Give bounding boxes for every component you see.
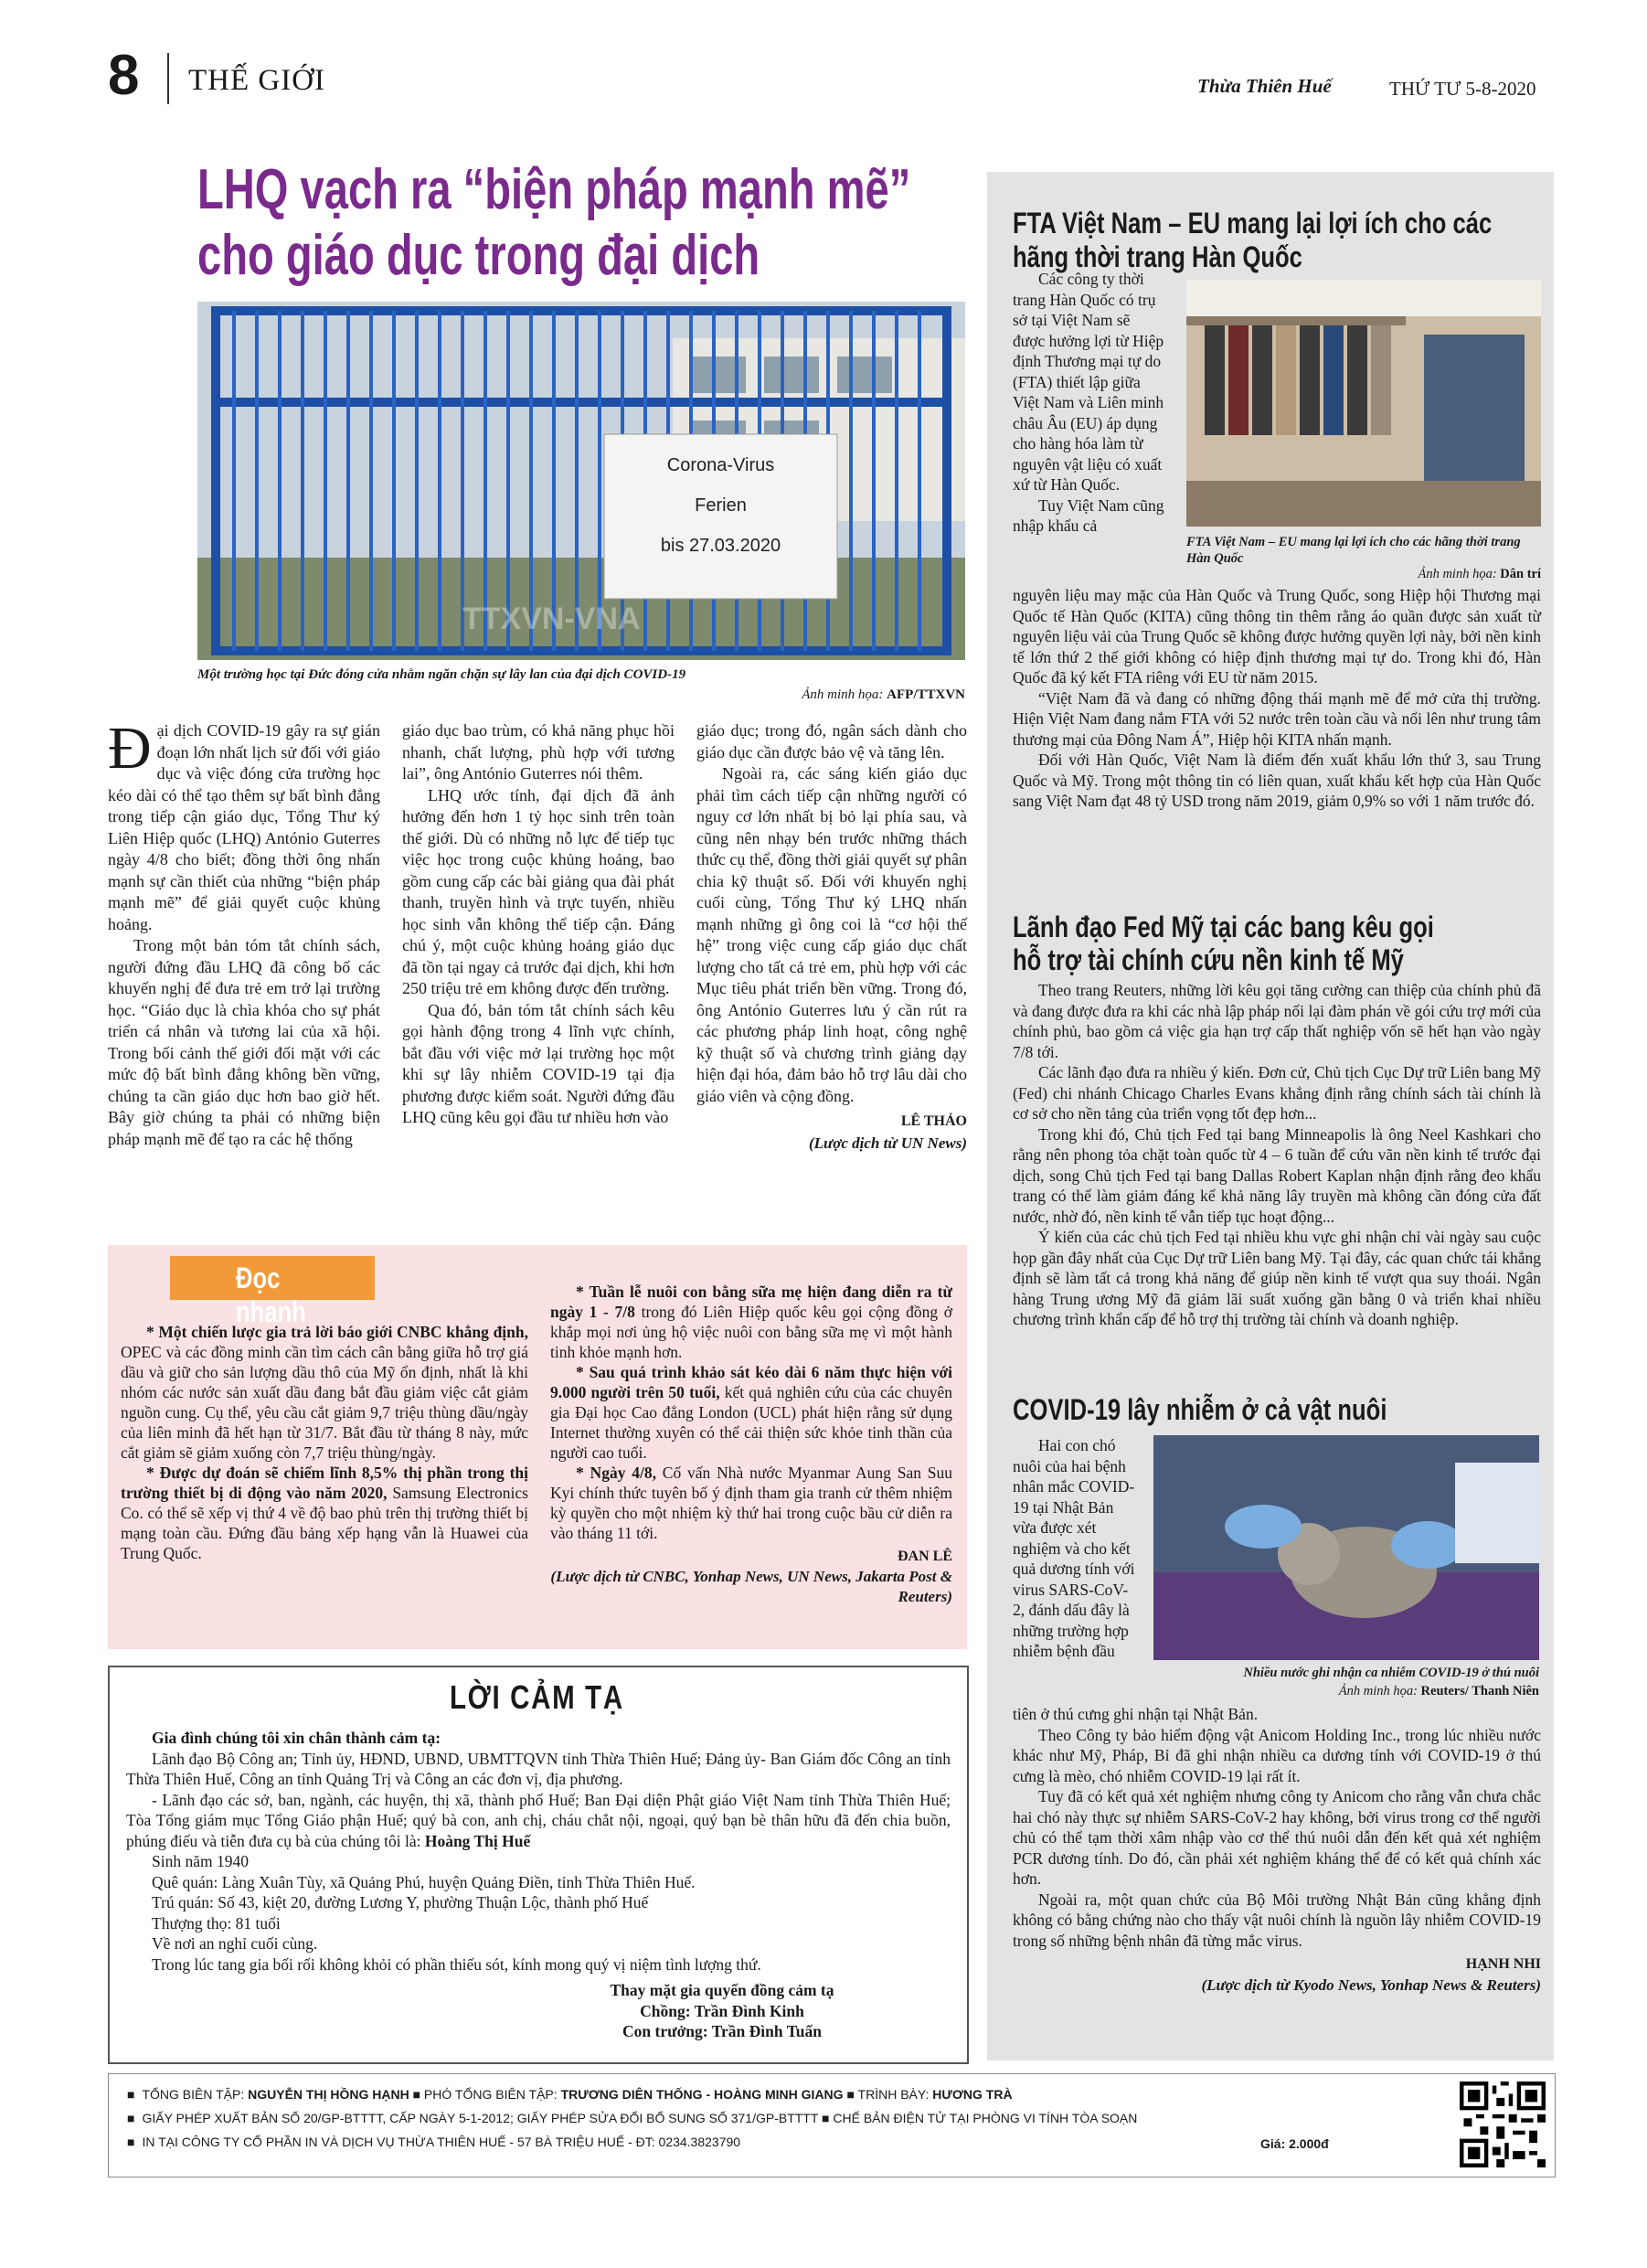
- title-line: Lãnh đạo Fed Mỹ tại các bang kêu gọi: [1013, 910, 1434, 943]
- main-photo-caption: Một trường học tại Đức đóng cửa nhằm ngăn chặn sự lây lan của đại dịch COVID-19: [197, 667, 686, 682]
- article-paragraph: Trong một bản tóm tắt chính sách, người đứng đầu LHQ đã công bố các khuyến nghị để đưa trẻ em trở lại trường học. “Giáo dục là chìa khóa cho sự phát triển cá nhân và tương lai của xã hội. Trong bối cảnh thế giới đối mặt với các mức độ bất bình đẳng không bền vững, chúng ta cần giáo dục hơn bao giờ hết. Bây giờ chúng ta phải có những biện pháp mạnh mẽ để tạo ra các hệ thống: [108, 936, 380, 1148]
- article-paragraph: Qua đó, bản tóm tắt chính sách kêu gọi hành động trong 4 lĩnh vực chính, bắt đầu với việc mở lại trường học một khi sự lây nhiễm COVID-19 tại địa phương được kiểm soát. Người đứng đầu LHQ cũng kêu gọi đầu tư nhiều hơn vào: [402, 1000, 675, 1126]
- article-paragraph: Các lãnh đạo đưa ra nhiều ý kiến. Đơn cử, Chủ tịch Cục Dự trữ Liên bang Mỹ (Fed) chi nhánh Chicago Charles Evans khẳng định rằng chính sách tài chính là cơ sở cho nền tảng của triển vọng tốt đẹp hơn...: [1013, 1063, 1541, 1123]
- article-paragraph: Trong khi đó, Chủ tịch Fed tại bang Minneapolis là ông Neel Kashkari cho rằng nên phong tỏa chặt toàn quốc từ 4 – 6 tuần để cứu vãn nền kinh tế trước đại dịch, song Chủ tịch Fed tại bang Dallas Robert Kaplan nhận định rằng đeo khẩu trang có thể làm giảm đáng kể khả năng lây truyền mà không cần đóng cửa đất nước, nhờ đó, nền kinh tế vẫn tiếp tục hoạt động...: [1013, 1124, 1541, 1226]
- article-paragraph: “Việt Nam đã và đang có những động thái mạnh mẽ để mở cửa thị trường. Hiện Việt Nam đang nắm FTA với 52 nước trên toàn cầu và nổi lên như trung tâm thương mại của Đông Nam Á”, Hiệp hội KITA nhấn mạnh.: [1013, 688, 1541, 749]
- article-column-2: [402, 720, 675, 1129]
- pet-photo-caption: Nhiều nước ghi nhận ca nhiễm COVID-19 ở thú nuôi: [1243, 1666, 1539, 1680]
- sidebar-article-1-title: FTA Việt Nam – EU mang lại lợi ích cho các hãng thời trang Hàn Quốc: [1013, 207, 1493, 273]
- quick-item-lead: * Một chiến lược gia trả lời báo giới CNBC khẳng định,: [146, 1323, 528, 1341]
- pet-photo: [1153, 1435, 1539, 1660]
- footer-deputy: TRƯƠNG DIÊN THỐNG - HOÀNG MINH GIANG: [560, 2087, 844, 2102]
- credit-label: Ảnh minh họa:: [1338, 1684, 1418, 1698]
- shop-illustration: [1186, 280, 1541, 527]
- sign-text-3: bis 27.03.2020: [660, 536, 781, 556]
- credit-value: Reuters/ Thanh Niên: [1420, 1684, 1539, 1698]
- quick-item-text: kết quả nghiên cứu của các chuyên gia Đại học Cao đẳng London (UCL) phát hiện rằng sử dụng Internet thường xuyên có thể cải thiện sức khỏe tinh thần của người cao tuổi.: [550, 1383, 952, 1462]
- article-paragraph: Tuy Việt Nam cũng nhập khẩu cả: [1013, 495, 1164, 535]
- section-title: THẾ GIỚI: [188, 64, 326, 97]
- deceased-name: Hoàng Thị Huế: [424, 1831, 531, 1850]
- page-number: 8: [108, 44, 140, 107]
- article-paragraph: Theo Công ty bảo hiểm động vật Anicom Holding Inc., trong lúc nhiều nước khác như Mỹ, Pháp, Bỉ đã ghi nhận nhiều ca dương tính với COVID-19 ở thú cưng là mèo, chó nhiễm COVID-19 lại rất ít.: [1013, 1725, 1541, 1785]
- quick-read-source: (Lược dịch từ CNBC, Yonhap News, UN News, Jakarta Post & Reuters): [550, 1568, 952, 1605]
- quick-read-column-2: [550, 1282, 952, 1607]
- quick-item-lead: * Được dự đoán sẽ chiếm lĩnh 8,5% thị phần trong thị trường thiết bị di động vào năm 2020,: [121, 1464, 528, 1502]
- article-paragraph: giáo dục bao trùm, có khả năng phục hồi nhanh, chất lượng, phù hợp với tương lai”, ông António Guterres nói thêm.: [402, 721, 675, 783]
- article-paragraph: Tuy đã có kết quả xét nghiệm nhưng công ty Anicom cho rằng vẫn chưa chắc hai chó này thực sự nhiễm SARS-CoV-2 hay không, bởi virus trong cơ thể người chủ có thể tạm thời xâm nhập vào cơ thể thú nuôi dẫn đến kết quả xét nghiệm PCR dương tính. Do đó, cần phải xét nghiệm kháng thể để có kết quả chính xác hơn.: [1013, 1787, 1541, 1888]
- page-header: [108, 44, 1554, 107]
- signature-line: Con trưởng: Trần Đình Tuấn: [622, 2022, 822, 2040]
- sign-text-1: Corona-Virus: [666, 455, 775, 475]
- thanks-signature: [585, 1980, 859, 2042]
- article-paragraph: Đối với Hàn Quốc, Việt Nam là điểm đến xuất khẩu lớn thứ 3, sau Trung Quốc và Mỹ. Trong một thông tin có liên quan, xuất khẩu kết hợp của Hàn Quốc sang Việt Nam đạt 48 tỷ USD trong năm 2019, giảm 0,9% so với 1 năm trước đó.: [1013, 751, 1541, 810]
- cat-exam-illustration: [1153, 1435, 1539, 1660]
- article-paragraph: Theo trang Reuters, những lời kêu gọi tăng cường can thiệp của chính phủ đã và đang được đưa ra khi các nhà lập pháp nối lại đàm phán về gói cứu trợ mới của chính phủ, bao gồm cả việc gia hạn trợ cấp thất nghiệp vốn sẽ hết hạn vào ngày 7/8 tới.: [1013, 981, 1541, 1061]
- footer-line-2: ■ GIẤY PHÉP XUẤT BẢN SỐ 20/GP-BTTTT, CẤP NGÀY 5-1-2012; GIẤY PHÉP SỬA ĐỔI BỔ SUNG SỐ 371/GP-BTTTT ■ CHẾ BẢN ĐIỆN TỬ TẠI PHÒNG VI TÍNH TÒA SOẠN: [127, 2111, 1138, 2125]
- thanks-intro: Gia đình chúng tôi xin chân thành cảm tạ:: [152, 1729, 441, 1747]
- quick-read-title: Đọc nhanh: [236, 1262, 306, 1328]
- quick-read-label: [170, 1256, 375, 1328]
- footer-editor: NGUYỄN THỊ HỒNG HẠNH: [248, 2087, 409, 2102]
- thanks-title: LỜI CẢM TẠ: [449, 1678, 624, 1716]
- article-column-3: [696, 720, 967, 1154]
- qr-code-icon: [1460, 2082, 1546, 2167]
- quick-item-text: OPEC và các đồng minh cần tìm cách cân bằng giữa hỗ trợ giá dầu và giữ cho sản lượng dầu thô của Mỹ ổn định, nhất là khi nhóm các nước sản xuất dầu đang bắt đầu giảm việc cắt giảm nguồn cung. Cụ thể, yêu cầu cắt giảm 9,7 triệu thùng dầu/ngày của liên minh đã hết hạn từ 31/7. Bắt đầu từ tháng 8 này, mức cắt giảm sẽ giảm xuống còn 7,7 triệu thùng/ngày.: [121, 1343, 528, 1462]
- article-paragraph: Ý kiến của các chủ tịch Fed tại nhiều khu vực ghi nhận chỉ vài ngày sau cuộc họp gần đây nhất của Cục Dự trữ Liên bang Mỹ. Tại đây, các quan chức tái khẳng định sẽ làm tất cả trong khả năng để giúp nền kinh tế vượt qua suy thoái. Ngân hàng Trung ương Mỹ đã giảm lãi suất xuống gần bằng 0 và triển khai nhiều chương trình khẩn cấp để hỗ trợ thị trường tài chính và doanh nghiệp.: [1013, 1228, 1541, 1328]
- credit-value: Dân trí: [1500, 567, 1541, 581]
- thanks-line: Quê quán: Làng Xuân Tùy, xã Quảng Phú, huyện Quảng Điền, tỉnh Thừa Thiên Huế.: [152, 1872, 696, 1891]
- sidebar: [987, 172, 1554, 2060]
- article-paragraph: Hai con chó nuôi của hai bệnh nhân mắc COVID-19 tại Nhật Bản vừa được xét nghiệm và cho kết quả dương tính với virus SARS-CoV-2, đánh dấu đây là những trường hợp nhiễm bệnh đầu: [1013, 1436, 1135, 1660]
- quick-read-box: [108, 1245, 967, 1649]
- masthead-footer: [108, 2073, 1556, 2177]
- credit-label: Ảnh minh họa:: [1418, 567, 1497, 581]
- signature-line: Chồng: Trần Đình Kinh: [640, 2001, 804, 2020]
- fashion-photo-credit: [1186, 567, 1541, 582]
- photo-watermark: TTXVN-VNA: [462, 602, 641, 636]
- sidebar-article-3-intro: [1013, 1435, 1139, 1662]
- footer-price: Giá: 2.000đ: [1260, 2136, 1329, 2151]
- thanks-line: Thượng thọ: 81 tuổi: [152, 1913, 281, 1933]
- main-photo-credit: [197, 687, 965, 703]
- signature-line: Thay mặt gia quyến đồng cảm tạ: [610, 1981, 834, 1999]
- quick-read-column-1: [121, 1322, 528, 1563]
- quick-item-lead: * Ngày 4/8,: [576, 1464, 656, 1482]
- sidebar-article-1-intro: [1013, 269, 1166, 537]
- quick-item-text: Cố vấn Nhà nước Myanmar Aung San Suu Kyi chính thức tuyên bố ý định tham gia tranh cử thêm nhiệm kỳ quyền cho một nhiệm kỳ thứ hai trong cuộc bầu cử diễn ra vào tháng 11 tới.: [550, 1464, 953, 1542]
- quick-item-lead: * Sau quá trình khảo sát kéo dài 6 năm thực hiện với 9.000 người trên 50 tuổi,: [550, 1363, 952, 1401]
- footer-layout-label: ■ TRÌNH BÀY:: [843, 2087, 933, 2102]
- drop-cap: Đ: [108, 715, 152, 782]
- main-photo: [197, 302, 965, 660]
- footer-printer: IN TẠI CÔNG TY CỔ PHẦN IN VÀ DỊCH VỤ THỪA THIÊN HUẾ - 57 BÀ TRIỆU HUẾ - ĐT: 0234.3823790: [142, 2135, 741, 2149]
- footer-line-1: ■ TỔNG BIÊN TẬP: NGUYỄN THỊ HỒNG HẠNH ■ PHÓ TỔNG BIÊN TẬP: TRƯƠNG DIÊN THỐNG - HOÀNG MINH GIANG ■ TRÌNH BÀY: HƯƠNG TRÀ: [127, 2087, 1013, 2102]
- main-headline: [197, 157, 1031, 289]
- fashion-photo: [1186, 280, 1541, 527]
- quick-item-text: Samsung Electronics Co. có thể sẽ xếp vị thứ 4 về độ bao phủ trên thị trường thiết bị mạng toàn cầu. Đứng đầu bảng xếp hạng vẫn là Huawei của Trung Quốc.: [121, 1484, 528, 1562]
- thanks-line: Về nơi an nghỉ cuối cùng.: [152, 1934, 318, 1953]
- thanks-line: Trong lúc tang gia bối rối không khỏi có phần thiếu sót, kính mong quý vị niệm tình lượng thứ.: [152, 1954, 761, 1974]
- article-paragraph: tiên ở thú cưng ghi nhận tại Nhật Bản.: [1013, 1705, 1259, 1723]
- footer-editor-label: TỔNG BIÊN TẬP:: [142, 2087, 249, 2102]
- article-column-1: [108, 715, 380, 1150]
- article-author: HẠNH NHI: [1465, 1956, 1541, 1972]
- headline-line-2: cho giáo dục trong đại dịch: [197, 224, 760, 287]
- credit-label: Ảnh minh họa:: [802, 687, 884, 702]
- footer-license: GIẤY PHÉP XUẤT BẢN SỐ 20/GP-BTTTT, CẤP NGÀY 5-1-2012; GIẤY PHÉP SỬA ĐỔI BỔ SUNG SỐ 371/GP-BTTTT ■ CHẾ BẢN ĐIỆN TỬ TẠI PHÒNG VI TÍNH TÒA SOẠN: [142, 2111, 1138, 2125]
- article-paragraph: Các công ty thời trang Hàn Quốc có trụ sở tại Việt Nam sẽ được hưởng lợi từ Hiệp định Thương mại tự do (FTA) thiết lập giữa Việt Nam và Liên minh châu Âu (EU) áp dụng cho hàng hóa làm từ nguyên vật liệu có xuất xứ từ Hàn Quốc.: [1013, 270, 1164, 494]
- thanks-body: [126, 1728, 951, 1975]
- article-paragraph: Ngoài ra, một quan chức của Bộ Môi trường Nhật Bản cũng khẳng định không có bằng chứng nào cho thấy vật nuôi chính là nguồn lây nhiễm COVID-19 trong số những bệnh nhân đã từng mắc virus.: [1013, 1890, 1541, 1950]
- sign-text-2: Ferien: [695, 495, 747, 516]
- issue-date: THỨ TƯ 5-8-2020: [1389, 78, 1536, 100]
- credit-value: AFP/TTXVN: [887, 687, 965, 702]
- paper-name: Thừa Thiên Huế: [1197, 75, 1332, 97]
- header-divider: [167, 53, 169, 104]
- thanks-line: Lãnh đạo Bộ Công an; Tỉnh ủy, HĐND, UBND, UBMTTQVN tỉnh Thừa Thiên Huế; Đảng ủy- Ban Giám đốc Công an tỉnh Thừa Thiên Huế, Công an tỉnh Quảng Trị và Công an các đơn vị, địa phương.: [126, 1749, 951, 1788]
- quick-item-lead: * Tuần lễ nuôi con bằng sữa mẹ hiện đang diễn ra từ ngày 1 - 7/8: [550, 1283, 952, 1321]
- article-paragraph: ại dịch COVID-19 gây ra sự gián đoạn lớn nhất lịch sử đối với giáo dục và việc đóng cửa trường học kéo dài có thể tạo thêm sự bất bình đẳng trong tiếp cận giáo dục, Tổng Thư ký Liên Hiệp quốc (LHQ) António Guterres ngày 4/8 cho biết; đồng thời ông nhấn mạnh sự cần thiết của những “biện pháp mạnh mẽ” để giải quyết cuộc khủng hoảng.: [108, 721, 380, 933]
- article-source: (Lược dịch từ UN News): [808, 1134, 967, 1152]
- sidebar-article-3-title: COVID-19 lây nhiễm ở cả vật nuôi: [1013, 1393, 1387, 1426]
- article-paragraph: Ngoài ra, các sáng kiến giáo dục phải tìm cách tiếp cận những người có nguy cơ lớn nhất bị bỏ lại phía sau, và cũng nên nhạy bén trước những thách thức cụ thể, đồng thời giải quyết sự phân chia kỹ thuật số. Đối với khuyến nghị cuối cùng, Tổng Thư ký LHQ nhấn mạnh những gì ông coi là “cơ hội thế hệ” trong việc cung cấp giáo dục chất lượng cho tất cả trẻ em, phù hợp với các Mục tiêu phát triển bền vững. Trong đó, ông António Guterres lưu ý cần rút ra các phương pháp linh hoạt, công nghệ kỹ thuật số và chương trình giảng dạy hiện đại hóa, đảm bảo hỗ trợ lâu dài cho giáo viên và cộng đồng.: [696, 764, 967, 1105]
- article-paragraph: nguyên liệu may mặc của Hàn Quốc và Trung Quốc, song Hiệp hội Thương mại Quốc tế Hàn Quốc (KITA) cũng thông tin thêm rằng áo quần được sản xuất từ nguyên liệu vải của Trung Quốc sẽ không được hưởng quyền lợi này, bởi nền kinh tế lớn thứ 2 thế giới không có hiệp định thương mại tự do. Trong khi đó, Hàn Quốc đã ký kết FTA riêng với EU từ năm 2015.: [1013, 586, 1541, 687]
- footer-layout: HƯƠNG TRÀ: [932, 2087, 1013, 2102]
- thanks-line: - Lãnh đạo các sở, ban, ngành, các huyện, thị xã, thành phố Huế; Ban Đại diện Phật giáo Việt Nam tỉnh Thừa Thiên Huế; Tòa Tổng giám mục Tổng Giáo phận Huế; quý bà con, anh chị, cháu chắt nội, ngoại, quý bạn bè thân hữu đã đến chia buồn, phúng điếu và tiễn đưa cụ bà của chúng tôi là:: [126, 1790, 951, 1850]
- footer-line-3: ■ IN TẠI CÔNG TY CỔ PHẦN IN VÀ DỊCH VỤ THỪA THIÊN HUẾ - 57 BÀ TRIỆU HUẾ - ĐT: 0234.3823790: [127, 2135, 741, 2149]
- sidebar-article-1-body: [1013, 585, 1541, 812]
- pet-photo-credit: [1153, 1684, 1539, 1699]
- footer-deputy-label: ■ PHÓ TỔNG BIÊN TẬP:: [409, 2087, 561, 2102]
- headline-line-1: LHQ vạch ra “biện pháp mạnh mẽ”: [197, 158, 911, 221]
- title-line: hỗ trợ tài chính cứu nền kinh tế Mỹ: [1013, 943, 1404, 976]
- article-paragraph: LHQ ước tính, đại dịch đã ảnh hưởng đến hơn 1 tỷ học sinh trên toàn thế giới. Dù có những nỗ lực để tiếp tục việc học trong cuộc khủng hoảng, bao gồm cung cấp các bài giảng qua đài phát thanh, truyền hình và trực tuyến, nhiều học sinh vẫn không thể tiếp cận. Đáng chú ý, một cuộc khủng hoảng giáo dục đã tồn tại ngay cả trước đại dịch, khi hơn 250 triệu trẻ em không được đến trường.: [402, 785, 675, 997]
- thanks-box: [108, 1666, 969, 2064]
- thanks-line: Sinh năm 1940: [152, 1852, 249, 1870]
- article-author: LÊ THẢO: [900, 1113, 967, 1129]
- sidebar-article-2-title: [1013, 910, 1525, 976]
- quick-item-text: trong đó Liên Hiệp quốc kêu gọi cộng đồng ở khắp mọi nơi ủng hộ việc nuôi con bằng sữa mẹ vì một hành tinh khỏe mạnh hơn.: [550, 1303, 952, 1361]
- quick-read-author: ĐAN LÊ: [897, 1549, 952, 1564]
- sidebar-article-2-body: [1013, 980, 1541, 1330]
- article-paragraph: giáo dục; trong đó, ngân sách dành cho giáo dục cần được bảo vệ và tăng lên.: [696, 721, 967, 761]
- article-source: (Lược dịch từ Kyodo News, Yonhap News & Reuters): [1201, 1975, 1541, 1994]
- thanks-line: Trú quán: Số 43, kiệt 20, đường Lương Y, phường Thuận Lộc, thành phố Huế: [152, 1893, 649, 1911]
- fashion-photo-caption: FTA Việt Nam – EU mang lại lợi ích cho các hãng thời trang Hàn Quốc: [1186, 535, 1521, 566]
- sidebar-article-3-body: [1013, 1704, 1541, 1996]
